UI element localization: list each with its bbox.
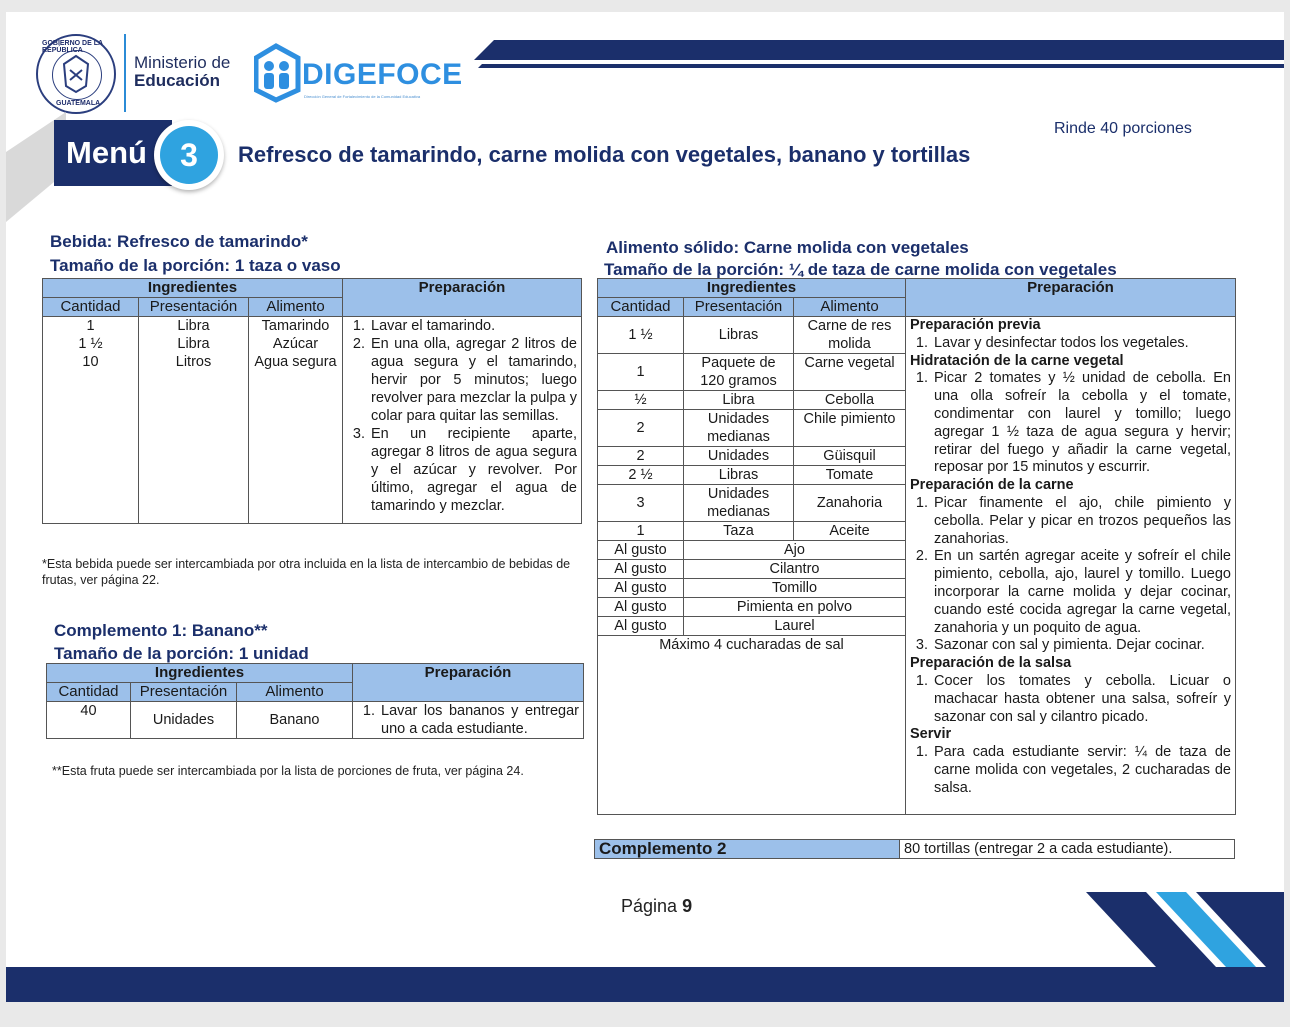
- cell-alimento: Carne vegetal: [794, 354, 906, 391]
- solido-head-prep: Preparación: [906, 279, 1236, 317]
- bebida-step: 1. Lavar el tamarindo.: [369, 317, 577, 335]
- c1-head-ingredients: Ingredientes: [47, 664, 353, 683]
- bebida-step: 3. En un recipiente aparte, agregar 8 litros de agua segura y el azúcar y revolver. Por último, agregar el agua de tamarindo y mezclar.: [369, 425, 577, 515]
- cell-presentacion: Unidades: [131, 702, 237, 739]
- page-title: Refresco de tamarindo, carne molida con vegetales, banano y tortillas: [238, 142, 971, 167]
- cell-presentacion: Libra: [139, 335, 249, 353]
- c1-head-prep: Preparación: [353, 664, 584, 702]
- cell-cantidad: Al gusto: [598, 560, 684, 579]
- yield-text: Rinde 40 porciones: [1054, 120, 1192, 137]
- solido-row: [598, 317, 1236, 354]
- bebida-col-cantidad: Cantidad: [43, 298, 139, 317]
- cell-cantidad: 2: [598, 410, 684, 447]
- cell-cantidad: 1 ½: [43, 335, 139, 353]
- menu-label: Menú: [66, 135, 147, 170]
- guatemala-seal-icon: [36, 34, 116, 114]
- seal-text-top: GOBIERNO DE LA REPÚBLICA: [42, 40, 103, 54]
- prep-step: 2. En un sartén agregar aceite y sofreír el chile pimiento, cebolla, ajo, laurel y tomillo. Luego incorporar la carne molida y dejar cocinar, cuando esté cocida agregar la carne vegetal, zanahoria y un poquito de agua.: [932, 548, 1231, 637]
- solido-title: Alimento sólido: Carne molida con vegetales: [606, 238, 969, 257]
- ministry-logo: [134, 54, 230, 90]
- brand-name: DIGEFOCE: [302, 58, 463, 91]
- cell-cantidad: 1: [598, 522, 684, 541]
- cell-cantidad: Al gusto: [598, 617, 684, 636]
- cell-cantidad: 1: [43, 317, 139, 336]
- footer-band: [6, 967, 1284, 1002]
- cell-cantidad: 3: [598, 485, 684, 522]
- solido-col-cantidad: Cantidad: [598, 298, 684, 317]
- c1-row: [47, 702, 584, 739]
- cell-alimento: Banano: [237, 702, 353, 739]
- cell-alimento: Pimienta en polvo: [684, 598, 906, 617]
- page-label: Página: [621, 896, 678, 916]
- cell-presentacion: Paquete de 120 gramos: [684, 354, 794, 391]
- cell-cantidad: 10: [43, 353, 139, 524]
- logo-divider: [124, 34, 126, 112]
- cell-cantidad: 2 ½: [598, 466, 684, 485]
- salsa-title: Preparación de la salsa: [910, 655, 1072, 672]
- page-number-value: 9: [682, 896, 693, 916]
- c1-steps: [353, 702, 584, 739]
- solido-table: [597, 278, 1236, 815]
- seal-text-bottom: GUATEMALA: [56, 100, 101, 107]
- menu-number: 3: [160, 126, 218, 184]
- cell-alimento: Cebolla: [794, 391, 906, 410]
- solido-col-presentacion: Presentación: [684, 298, 794, 317]
- digefoce-figures-icon: [254, 42, 304, 104]
- max-salt: Máximo 4 cucharadas de sal: [598, 636, 906, 655]
- cell-alimento: Ajo: [684, 541, 906, 560]
- header-stripe-decoration: [474, 40, 1284, 74]
- servir-title: Servir: [910, 726, 952, 743]
- cell-alimento: Tomillo: [684, 579, 906, 598]
- complemento1-title: Complemento 1: Banano**: [54, 621, 268, 640]
- cell-presentacion: Libras: [684, 466, 794, 485]
- page-number: [621, 896, 692, 917]
- bebida-col-alimento: Alimento: [249, 298, 343, 317]
- brand-subtitle: Dirección General de Fortalecimiento de la Comunidad Educativa: [304, 94, 421, 99]
- cell-alimento: Tamarindo: [249, 317, 343, 336]
- prep-step: 3. Sazonar con sal y pimienta. Dejar cocinar.: [932, 637, 1231, 655]
- cell-cantidad: 1 ½: [598, 317, 684, 354]
- cell-cantidad: Al gusto: [598, 598, 684, 617]
- cell-alimento: Agua segura: [249, 353, 343, 524]
- prep-step: 1. Picar 2 tomates y ½ unidad de cebolla. En una olla sofreír la cebolla y el tomate, condimentar con laurel y tomillo; luego agregar 1 ½ taza de agua segura y hervir; retirar del fuego y añadir la carne vegetal, reposar por 15 minutos y escurrir.: [932, 370, 1231, 477]
- hidratacion-title: Hidratación de la carne vegetal: [910, 352, 1124, 369]
- c1-col-cantidad: Cantidad: [47, 683, 131, 702]
- cell-alimento: Laurel: [684, 617, 906, 636]
- cell-cantidad: Al gusto: [598, 541, 684, 560]
- solido-portion: Tamaño de la porción: ¼ de taza de carne molida con vegetales: [604, 260, 1117, 279]
- complemento2-label: Complemento 2: [595, 840, 900, 859]
- c1-step: 1. Lavar los bananos y entregar uno a cada estudiante.: [379, 702, 579, 738]
- bebida-title: Bebida: Refresco de tamarindo*: [50, 232, 308, 251]
- document-page: [6, 12, 1284, 1002]
- cell-cantidad: 40: [47, 702, 131, 739]
- complemento2-table: [594, 839, 1235, 859]
- cell-cantidad: 1: [598, 354, 684, 391]
- cell-alimento: Zanahoria: [794, 485, 906, 522]
- solido-col-alimento: Alimento: [794, 298, 906, 317]
- complemento2-value: 80 tortillas (entregar 2 a cada estudiante).: [900, 840, 1235, 859]
- complemento1-portion: Tamaño de la porción: 1 unidad: [54, 644, 309, 663]
- bebida-col-presentacion: Presentación: [139, 298, 249, 317]
- carne-title: Preparación de la carne: [910, 477, 1074, 494]
- ministry-line1: Ministerio de: [134, 53, 231, 72]
- cell-presentacion: Libra: [139, 317, 249, 336]
- c1-col-presentacion: Presentación: [131, 683, 237, 702]
- cell-presentacion: Unidades: [684, 447, 794, 466]
- cell-presentacion: Libra: [684, 391, 794, 410]
- bebida-row: [43, 317, 582, 336]
- bebida-steps: [343, 317, 582, 524]
- complemento1-note: **Esta fruta puede ser intercambiada por la lista de porciones de fruta, ver página 24.: [52, 764, 524, 778]
- cell-alimento: Aceite: [794, 522, 906, 541]
- cell-alimento: Chile pimiento: [794, 410, 906, 447]
- prep-previa-title: Preparación previa: [910, 317, 1041, 333]
- bebida-head-prep: Preparación: [343, 279, 582, 317]
- digefoce-logo: [254, 42, 463, 109]
- cell-presentacion: Unidades medianas: [684, 410, 794, 447]
- solido-head-ingredients: Ingredientes: [598, 279, 906, 298]
- bebida-portion: Tamaño de la porción: 1 taza o vaso: [50, 256, 341, 275]
- cell-alimento: Carne de res molida: [794, 317, 906, 354]
- cell-alimento: Azúcar: [249, 335, 343, 353]
- bebida-note: *Esta bebida puede ser intercambiada por otra incluida en la lista de intercambio de bebidas de frutas, ver página 22.: [42, 557, 571, 587]
- bebida-table: [42, 278, 582, 524]
- cell-presentacion: Taza: [684, 522, 794, 541]
- cell-presentacion: Unidades medianas: [684, 485, 794, 522]
- ministry-line2: Educación: [134, 71, 220, 90]
- prep-step: 1. Picar finamente el ajo, chile pimiento y cebolla. Pelar y picar en trozos pequeños las zanahorias.: [932, 495, 1231, 548]
- cell-cantidad: Al gusto: [598, 579, 684, 598]
- solido-prep: [906, 317, 1236, 815]
- cell-presentacion: Litros: [139, 353, 249, 524]
- prep-step: 1. Cocer los tomates y cebolla. Licuar o machacar hasta obtener una salsa, sofreír y sazonar con sal y cilantro picado.: [932, 673, 1231, 726]
- complemento1-table: [46, 663, 584, 739]
- bebida-head-ingredients: Ingredientes: [43, 279, 343, 298]
- cell-presentacion: Libras: [684, 317, 794, 354]
- cell-alimento: Cilantro: [684, 560, 906, 579]
- cell-alimento: Tomate: [794, 466, 906, 485]
- cell-cantidad: 2: [598, 447, 684, 466]
- prep-step: 1. Lavar y desinfectar todos los vegetales.: [932, 335, 1231, 353]
- cell-alimento: Güisquil: [794, 447, 906, 466]
- solido-empty-space: [598, 654, 906, 815]
- cell-cantidad: ½: [598, 391, 684, 410]
- c1-col-alimento: Alimento: [237, 683, 353, 702]
- bebida-step: 2. En una olla, agregar 2 litros de agua segura y el tamarindo, hervir por 5 minutos; luego revolver para mezclar la pulpa y colar para quitar las semillas.: [369, 335, 577, 425]
- menu-number-circle: [154, 120, 224, 190]
- prep-step: 1. Para cada estudiante servir: ¼ de taza de carne molida con vegetales, 2 cucharadas de salsa.: [932, 744, 1231, 797]
